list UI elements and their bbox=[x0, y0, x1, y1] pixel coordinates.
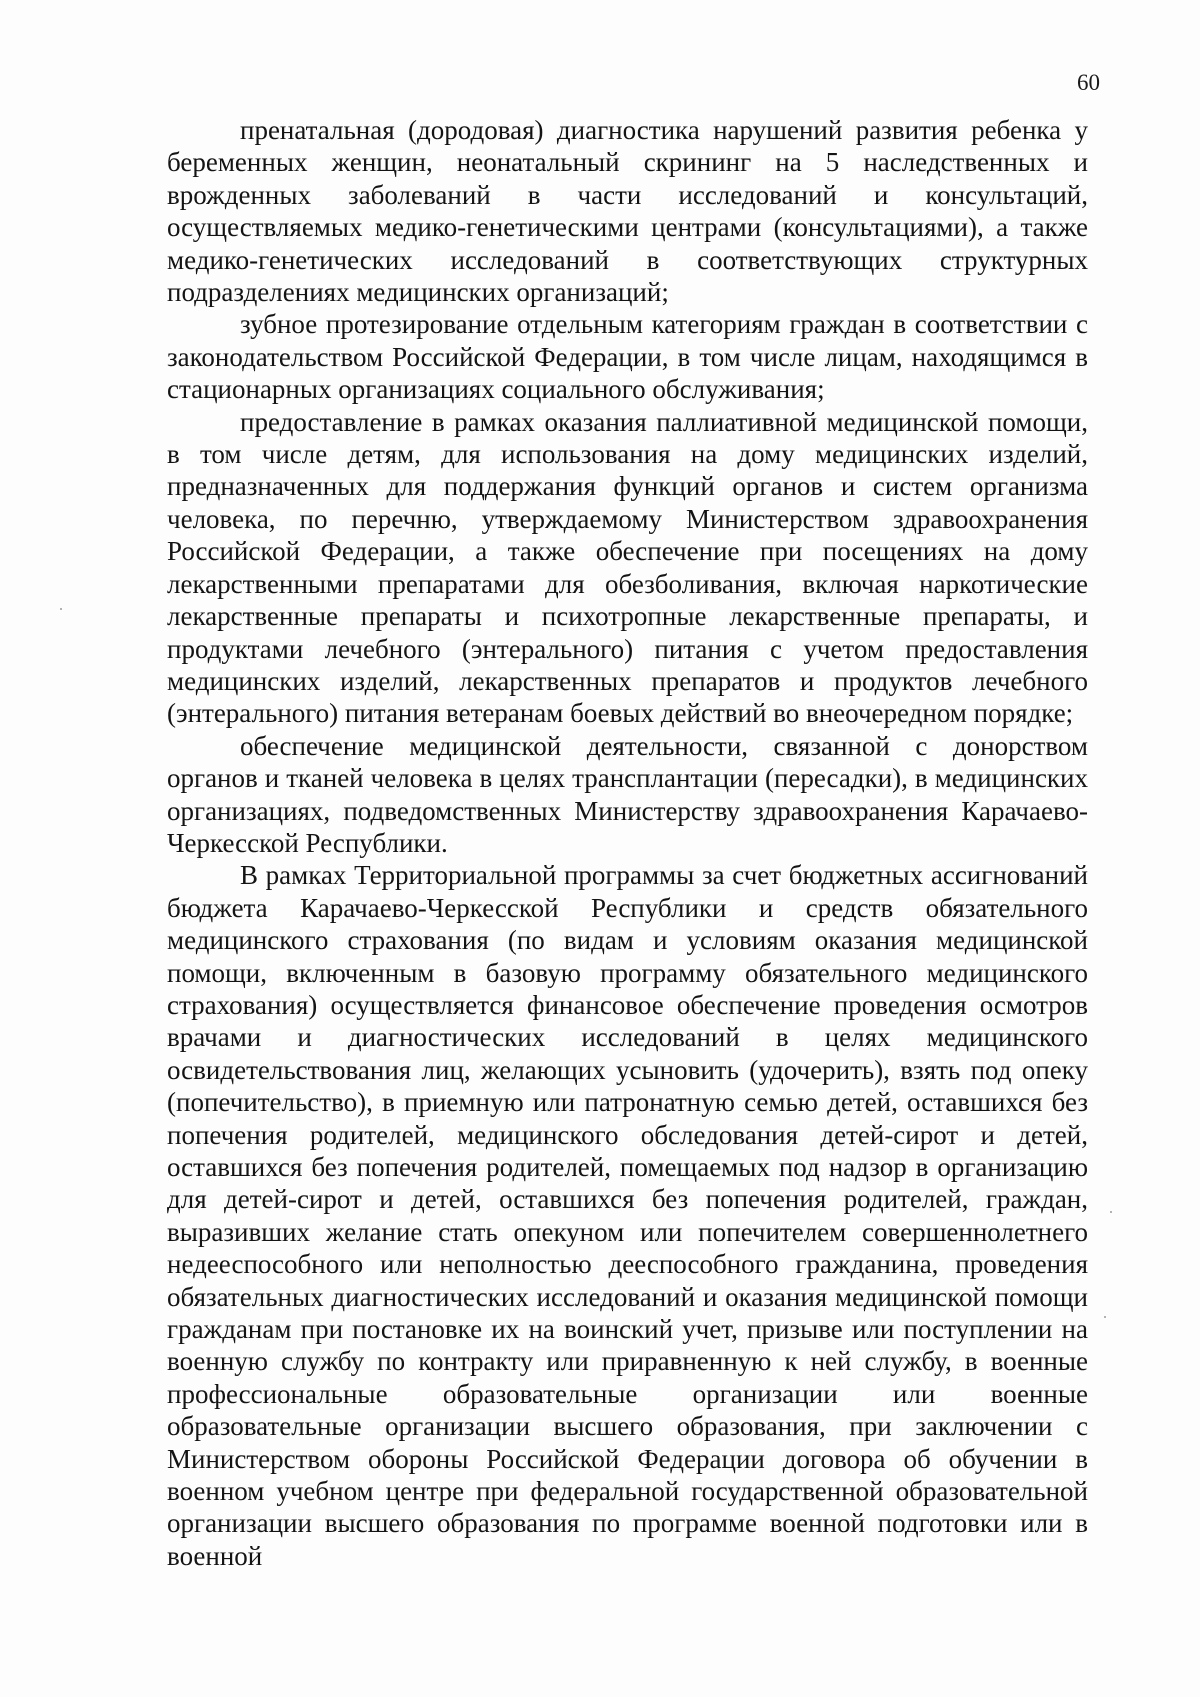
paragraph-palliative-care: предоставление в рамках оказания паллиативной медицинской помощи, в том числе детям, для использования на дому медицинских изделий, предназначенных для поддержания функций органов и систем организма человека, по перечню, утверждаемому Министерством здравоохранения Российской Федерации, а также обеспечение при посещениях на дому лекарственными препаратами для обезболивания, включая наркотические лекарственные препараты и психотропные лекарственные препараты, и продуктами лечебного (энтерального) питания с учетом предоставления медицинских изделий, лекарственных препаратов и продуктов лечебного (энтерального) питания ветеранам боевых действий во внеочередном порядке; bbox=[167, 406, 1088, 729]
paragraph-organ-donation: обеспечение медицинской деятельности, связанной с донорством органов и тканей человека в целях трансплантации (пересадки), в медицинских организациях, подведомственных Министерству здравоохранения Карачаево-Черкесской Республики. bbox=[167, 730, 1088, 858]
scan-speck bbox=[1110, 1211, 1112, 1213]
scan-speck bbox=[1104, 1316, 1106, 1318]
page-number: 60 bbox=[1077, 70, 1100, 95]
paragraph-dental-prosthetics: зубное протезирование отдельным категориям граждан в соответствии с законодательством Российской Федерации, в том числе лицам, находящимся в стационарных организациях социального обслуживания; bbox=[167, 309, 1088, 405]
body-text bbox=[167, 114, 1088, 1572]
paragraph-prenatal-diagnostics: пренатальная (дородовая) диагностика нарушений развития ребенка у беременных женщин, неонатальный скрининг на 5 наследственных и врожденных заболеваний в части исследований и консультаций, осуществляемых медико-генетическими центрами (консультациями), а также медико-генетических исследований в соответствующих структурных подразделениях медицинских организаций; bbox=[167, 115, 1088, 308]
scan-speck bbox=[60, 608, 62, 610]
paragraph-territorial-program: В рамках Территориальной программы за счет бюджетных ассигнований бюджета Карачаево-Черкесской Республики и средств обязательного медицинского страхования (по видам и условиям оказания медицинской помощи, включенным в базовую программу обязательного медицинского страхования) осуществляется финансовое обеспечение проведения осмотров врачами и диагностических исследований в целях медицинского освидетельствования лиц, желающих усыновить (удочерить), взять под опеку (попечительство), в приемную или патронатную семью детей, оставшихся без попечения родителей, медицинского обследования детей-сирот и детей, оставшихся без попечения родителей, помещаемых под надзор в организацию для детей-сирот и детей, оставшихся без попечения родителей, граждан, выразивших желание стать опекуном или попечителем совершеннолетнего недееспособного или неполностью дееспособного гражданина, проведения обязательных диагностических исследований и оказания медицинской помощи гражданам при постановке их на воинский учет, призыве или поступлении на военную службу по контракту или приравненную к ней службу, в военные профессиональные образовательные организации или военные образовательные организации высшего образования, при заключении с Министерством обороны Российской Федерации договора об обучении в военном учебном центре при федеральной государственной образовательной организации высшего образования по программе военной подготовки или в военной bbox=[167, 860, 1088, 1571]
